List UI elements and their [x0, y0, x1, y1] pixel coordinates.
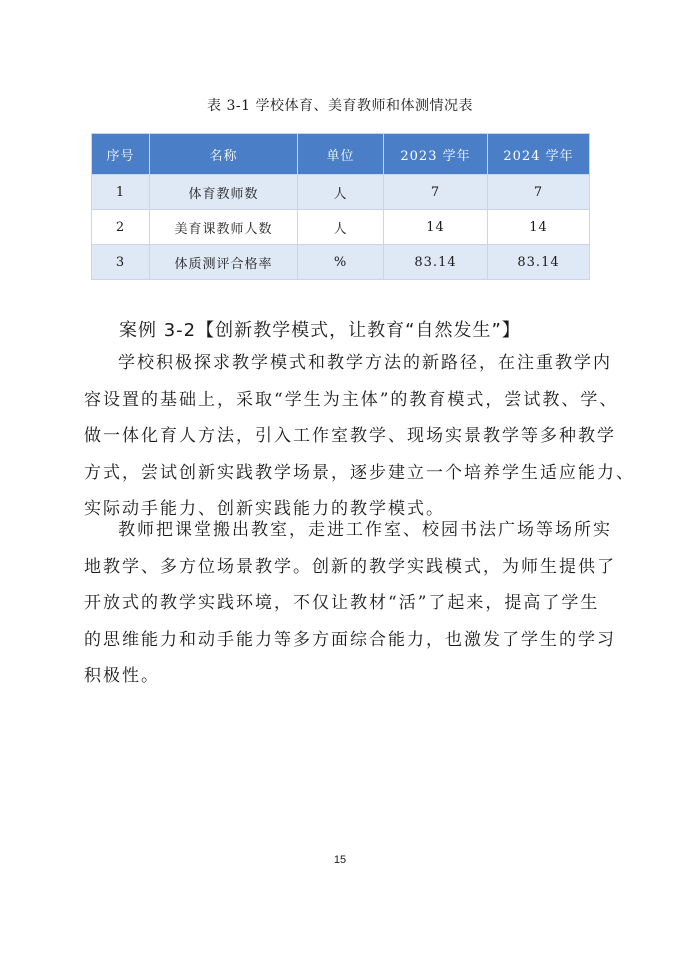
- header-unit: 单位: [298, 134, 384, 175]
- cell-index: 2: [92, 210, 150, 245]
- case-heading: 案例 3-2【创新教学模式，让教育“自然发生”】: [119, 320, 521, 341]
- table-header-row: [92, 134, 590, 175]
- table-caption: 表 3-1 学校体育、美育教师和体测情况表: [207, 98, 473, 114]
- page-number: 15: [333, 854, 347, 866]
- header-name: 名称: [150, 134, 298, 175]
- cell-name: 体育教师数: [150, 175, 298, 210]
- cell-unit: 人: [298, 175, 384, 210]
- paragraph-line: 学校积极探求教学模式和教学方法的新路径，在注重教学内: [118, 353, 612, 373]
- data-table: [91, 133, 590, 280]
- table-row: [92, 210, 590, 245]
- header-year-2024: 2024 学年: [488, 134, 590, 175]
- paragraph-line: 积极性。: [84, 666, 160, 686]
- cell-2024: 7: [488, 175, 590, 210]
- cell-name: 体质测评合格率: [150, 245, 298, 280]
- paragraph-line: 教师把课堂搬出教室，走进工作室、校园书法广场等场所实: [118, 520, 612, 540]
- cell-index: 1: [92, 175, 150, 210]
- case-paragraph-1: [84, 345, 635, 528]
- cell-2023: 7: [384, 175, 488, 210]
- paragraph-line: 的思维能力和动手能力等多方面综合能力，也激发了学生的学习: [84, 629, 616, 650]
- case-paragraph-2: [84, 512, 616, 695]
- table-row: [92, 245, 590, 280]
- paragraph-line: 做一体化育人方法，引入工作室教学、现场实景教学等多种教学: [84, 426, 616, 446]
- header-index: 序号: [92, 134, 150, 175]
- cell-2023: 83.14: [384, 245, 488, 280]
- cell-2024: 14: [488, 210, 590, 245]
- table-row: [92, 175, 590, 210]
- paragraph-line: 开放式的教学实践环境，不仅让教材“活”了起来，提高了学生: [84, 593, 600, 613]
- cell-name: 美育课教师人数: [150, 210, 298, 245]
- paragraph-line: 容设置的基础上，采取“学生为主体”的教育模式，尝试教、学、: [84, 389, 619, 410]
- paragraph-line: 实际动手能力、创新实践能力的教学模式。: [84, 499, 445, 519]
- cell-index: 3: [92, 245, 150, 280]
- paragraph-line: 地教学、多方位场景教学。创新的教学实践模式，为师生提供了: [84, 556, 616, 577]
- cell-unit: %: [298, 245, 384, 280]
- cell-2023: 14: [384, 210, 488, 245]
- paragraph-line: 方式，尝试创新实践教学场景，逐步建立一个培养学生适应能力、: [84, 462, 635, 483]
- cell-2024: 83.14: [488, 245, 590, 280]
- header-year-2023: 2023 学年: [384, 134, 488, 175]
- cell-unit: 人: [298, 210, 384, 245]
